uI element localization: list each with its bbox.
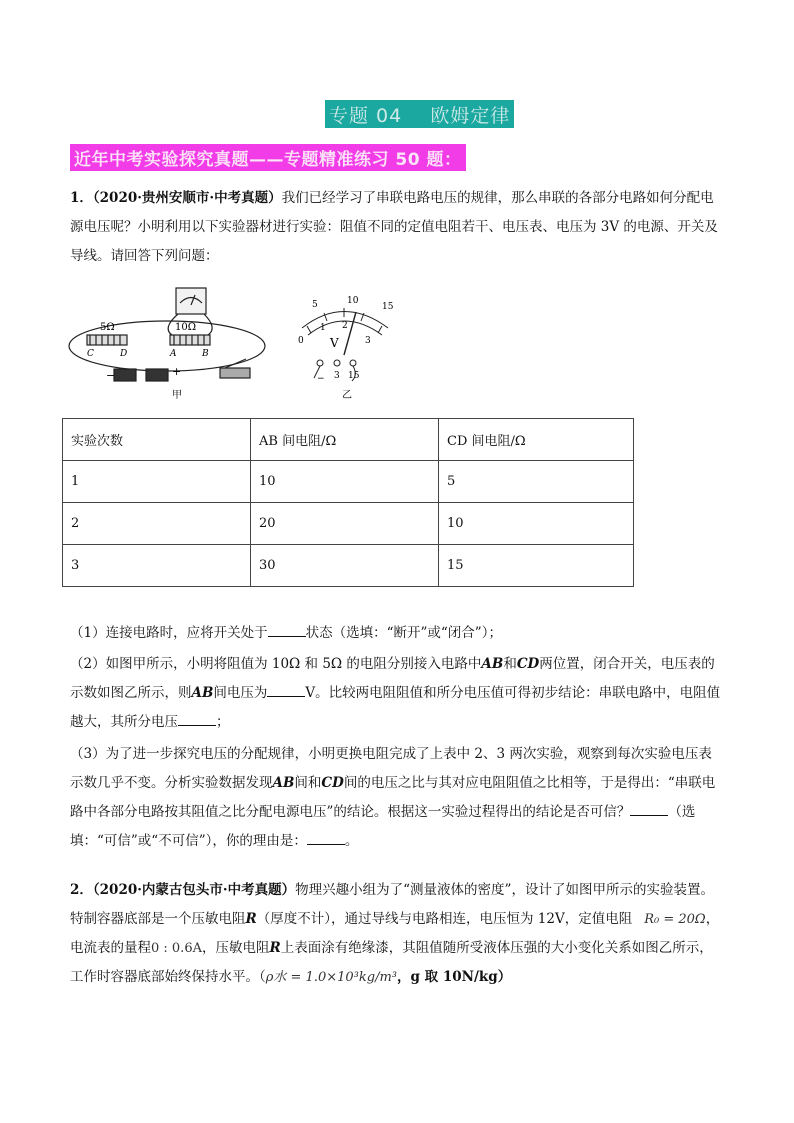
circuit-figure bbox=[62, 283, 422, 401]
q2-text-c: ，电流表的量程 bbox=[70, 911, 720, 956]
q1-p2-end: ； bbox=[216, 714, 230, 730]
table-row bbox=[63, 503, 634, 545]
q1-p2-and: 和 bbox=[503, 656, 517, 672]
q1-p2-ab2: AB bbox=[191, 685, 214, 701]
table-header: 实验次数 bbox=[63, 419, 251, 461]
caption-yi: 乙 bbox=[342, 390, 352, 401]
scale-bottom-1: 1 bbox=[320, 323, 326, 333]
q1-p2-ab: AB bbox=[481, 656, 504, 672]
q1-source: （2020·贵州安顺市·中考真题） bbox=[92, 190, 282, 206]
q1-p3-mid: 间的电压之比与其对应电阻阻值之比相等，于是得出：“串联电路中各部分电路按其阻值之比分配电源电压”的结论。根据这一实验过程得出的结论是否可信？ bbox=[70, 775, 716, 820]
battery-2 bbox=[146, 369, 168, 381]
label-c: C bbox=[87, 349, 94, 359]
table-row bbox=[63, 461, 634, 503]
data-table bbox=[62, 418, 634, 587]
q1-p3-reason: （选填：“可信”或“不可信”），你的理由是： bbox=[70, 804, 696, 849]
q2-r: R bbox=[245, 911, 257, 927]
scale-top-15: 15 bbox=[382, 302, 394, 312]
q1-p2-cd: CD bbox=[516, 656, 540, 672]
q2-rho-formula: ρ水 = 1.0×10³kg/m³ bbox=[265, 970, 397, 985]
answer-blank[interactable] bbox=[178, 711, 216, 726]
answer-blank[interactable] bbox=[630, 801, 668, 816]
q1-part2 bbox=[70, 650, 725, 737]
q1-p1-text: （1）连接电路时，应将开关处于 bbox=[70, 625, 268, 641]
table-header: AB 间电阻/Ω bbox=[251, 419, 439, 461]
terminal-minus: − bbox=[317, 374, 325, 384]
scale-bottom-0: 0 bbox=[298, 336, 304, 346]
table-cell: 2 bbox=[63, 503, 251, 545]
table-cell: 15 bbox=[439, 545, 634, 587]
q1-stem bbox=[70, 184, 725, 271]
label-minus: − bbox=[106, 369, 116, 382]
q1-p3-ab: AB bbox=[272, 775, 295, 791]
answer-blank[interactable] bbox=[267, 682, 305, 697]
table-cell: 3 bbox=[63, 545, 251, 587]
q2-text-f: ，g 取 10N/kg） bbox=[397, 969, 512, 985]
scale-top-10: 10 bbox=[347, 296, 359, 306]
q1-p2-conclusion: V。比较两电阻阻值和所分电压值可得初步结论：串联电路中，电阻值越大，其所分电压 bbox=[70, 685, 721, 730]
q1-p2-text: （2）如图甲所示，小明将阻值为 10Ω 和 5Ω 的电阻分别接入电路中 bbox=[70, 656, 482, 672]
label-5-ohm: 5Ω bbox=[100, 322, 115, 333]
q1-p3-cd: CD bbox=[321, 775, 344, 791]
voltmeter-device bbox=[176, 288, 206, 314]
section-banner bbox=[70, 144, 466, 171]
resistor-5-ohm bbox=[87, 335, 127, 345]
scale-top-5: 5 bbox=[312, 300, 318, 310]
answer-blank[interactable] bbox=[307, 830, 345, 845]
table-cell: 5 bbox=[439, 461, 634, 503]
table-row bbox=[63, 545, 634, 587]
q1-p2-volt: 间电压为 bbox=[213, 685, 268, 701]
q1-text: 我们已经学习了串联电路电压的规律，那么串联的各部分电路如何分配电源电压呢？小明利用以下实验器材进行实验：阻值不同的定值电阻若干、电压表、电压为 3V 的电源、开关及导线。请回答下列问题： bbox=[70, 190, 718, 264]
q2-range: 0 : 0.6A bbox=[151, 941, 202, 956]
label-d: D bbox=[120, 349, 128, 359]
dial-v-label: V bbox=[330, 336, 339, 350]
battery-1 bbox=[114, 369, 136, 381]
table-cell: 30 bbox=[251, 545, 439, 587]
q2-source: （2020·内蒙古包头市·中考真题） bbox=[92, 882, 296, 898]
q1-p3-end: 。 bbox=[344, 833, 359, 849]
answer-blank[interactable] bbox=[268, 622, 306, 637]
table-cell: 1 bbox=[63, 461, 251, 503]
table-header: CD 间电阻/Ω bbox=[439, 419, 634, 461]
caption-jia: 甲 bbox=[172, 390, 182, 401]
q2-number: 2． bbox=[70, 882, 93, 898]
voltmeter-dial bbox=[302, 308, 388, 381]
q2-text-e: 上表面涂有绝缘漆，其阻值随所受液体压强的大小变化关系如图乙所示，工作时容器底部始终保持水平。（ bbox=[70, 940, 713, 985]
table-cell: 10 bbox=[251, 461, 439, 503]
table-cell: 10 bbox=[439, 503, 634, 545]
table-header-row bbox=[63, 419, 634, 461]
terminal-15: 15 bbox=[348, 371, 360, 381]
q2-text-a: 物理兴趣小组为了“测量液体的密度”，设计了如图甲所示的实验装置。特制容器底部是一个压敏电阻 bbox=[70, 882, 714, 927]
q2-r2: R bbox=[269, 940, 281, 956]
q2-text-b: （厚度不计），通过导线与电路相连，电压恒为 12V，定值电阻 bbox=[256, 911, 633, 927]
banner-text: 近年中考实验探究真题——专题精准练习 50 题： bbox=[74, 150, 462, 170]
table-cell: 20 bbox=[251, 503, 439, 545]
label-10-ohm: 10Ω bbox=[175, 322, 197, 333]
q1-p2-mid: 两位置，闭合开关，电压表的示数如图乙所示，则 bbox=[70, 656, 715, 701]
q2-r0-formula: R₀ = 20Ω bbox=[644, 912, 706, 927]
q2-stem bbox=[70, 876, 725, 992]
label-b: B bbox=[202, 349, 209, 359]
scale-bottom-2: 2 bbox=[342, 321, 348, 331]
switch-device bbox=[220, 368, 250, 378]
q1-part1 bbox=[70, 619, 725, 648]
q1-p1-tail: 状态（选填：“断开”或“闭合”）； bbox=[305, 625, 502, 641]
voltmeter-needle bbox=[344, 312, 356, 355]
circuit-diagram bbox=[69, 288, 265, 381]
label-plus: + bbox=[172, 365, 182, 378]
q1-part3 bbox=[70, 740, 725, 856]
scale-bottom-3: 3 bbox=[365, 336, 371, 346]
label-a: A bbox=[170, 349, 177, 359]
q1-p3-text: （3）为了进一步探究电压的分配规律，小明更换电阻完成了上表中 2、3 两次实验，观察到每次实验电压表示数几乎不变。分析实验数据发现 bbox=[70, 746, 712, 791]
terminal-3: 3 bbox=[334, 371, 340, 381]
page-title: 专题 04 欧姆定律 bbox=[329, 104, 511, 127]
q1-number: 1． bbox=[70, 190, 93, 206]
q1-p3-and: 间和 bbox=[294, 775, 322, 791]
title-box bbox=[325, 100, 514, 128]
q2-text-d: ，压敏电阻 bbox=[201, 940, 270, 956]
